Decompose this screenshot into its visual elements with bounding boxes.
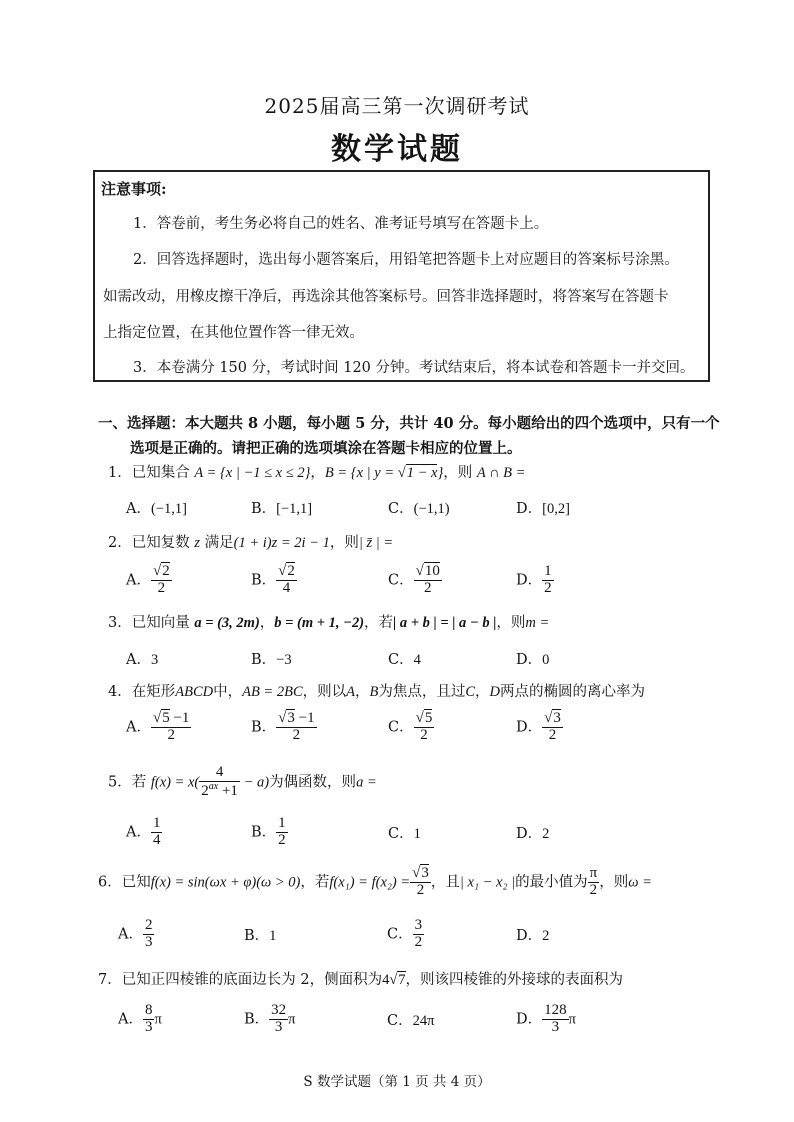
question-number: 7． (98, 972, 122, 988)
question-tail: ，则 (496, 615, 526, 631)
numerator: 10 (424, 563, 440, 579)
fraction (199, 765, 240, 800)
notice-title: 注意事项: (101, 180, 167, 198)
q2-option-d (516, 564, 554, 597)
q2-option-c (388, 564, 442, 597)
q1-option-b (251, 497, 312, 518)
question-7: 7．已知正四棱锥的底面边长为 2，侧面积为4√7，则该四棱锥的外接球的表面积为 (98, 972, 624, 988)
exam-subtitle: 2025届高三第一次调研考试 (264, 94, 530, 118)
function-lhs: f(x) = x( (150, 774, 200, 791)
option-label: A． (126, 824, 151, 841)
q2-option-a (126, 564, 172, 597)
question-text: ， (475, 684, 490, 700)
question-text: ，则以 (302, 684, 347, 700)
fraction (151, 816, 163, 849)
unknown-a: a = (356, 774, 377, 791)
option-label: C． (387, 926, 413, 943)
option-label: B． (244, 1011, 270, 1028)
option-value: 1 (269, 928, 277, 944)
fraction: $\frac{√5}{2}$ (415, 710, 433, 743)
option-label: D． (516, 652, 543, 668)
fraction (413, 918, 425, 951)
q4-option-a (126, 711, 191, 744)
equation: (1 + i)z = 2i − 1 (233, 535, 330, 551)
numerator: 1 (152, 815, 161, 831)
denominator-exponent: ax (208, 780, 219, 792)
abs-difference: | x₁ − x₂ | (459, 874, 516, 891)
vector-b: b = (m + 1, −2) (274, 615, 365, 631)
option-label: B． (251, 501, 277, 517)
option-value: 4 (413, 652, 421, 668)
fraction (542, 564, 554, 597)
question-text: 中， (213, 684, 243, 700)
fraction (276, 816, 288, 849)
function-definition: f(x) = sin(ωx + φ)(ω > 0) (150, 874, 301, 891)
q2-option-b (251, 564, 297, 597)
condition-text: ，若 (364, 615, 394, 631)
q4-option-d (516, 711, 563, 744)
radicand: 3 (421, 865, 429, 881)
fraction: $\frac{√3}{2}$ (412, 865, 429, 898)
question-text: ，若 (300, 874, 330, 891)
question-text: 已知复数 (131, 535, 190, 551)
q3-option-a (126, 648, 158, 669)
q6-option-c (387, 918, 424, 951)
question-text: ，则该四棱锥的外接球的表面积为 (405, 972, 624, 988)
denominator: 2 (414, 933, 423, 950)
q1-option-a (126, 497, 187, 518)
fraction: $\frac{√5 -1}{2}$ (152, 710, 190, 743)
condition-expression: | a + b | = | a − b | (393, 615, 497, 631)
area-coefficient: 4 (382, 972, 390, 988)
section-heading-line-2: 选项是正确的。请把正确的选项填涂在答题卡相应的位置上。 (130, 440, 522, 457)
unknown-m: m = (525, 615, 550, 631)
option-value: (−1,1] (150, 501, 187, 517)
numerator: 2 (162, 563, 170, 579)
pi-symbol: π (288, 1011, 296, 1028)
question-number: 4． (108, 684, 132, 700)
section-heading-line-1: 一、选择题：本大题共 8 小题，每小题 5 分，共计 40 分。每小题给出的四个选项中，只有一个 (98, 415, 720, 432)
question-5 (108, 765, 377, 800)
denominator-tail: +1 (218, 782, 238, 799)
unknown-omega: ω = (628, 874, 652, 891)
option-value: [0,2] (542, 501, 570, 517)
q5-option-a (126, 816, 162, 849)
notice-box (93, 170, 710, 382)
option-label: A． (118, 1011, 143, 1028)
radicand: 3 (287, 710, 295, 726)
q6-option-d (516, 924, 549, 945)
fraction (542, 1003, 569, 1036)
option-value: 2 (542, 928, 550, 944)
question-number: 1． (108, 465, 132, 481)
option-value: 2 (542, 826, 550, 842)
denominator: 2 (151, 580, 172, 597)
q3-option-d (516, 648, 549, 669)
q1-option-d (516, 497, 570, 518)
denominator: 4 (276, 580, 297, 597)
condition-expression: f(x₁) = f(x₂) = (329, 874, 411, 891)
q3-option-c (388, 648, 421, 669)
option-label: A． (126, 652, 151, 668)
sqrt-symbol: √ (397, 465, 406, 481)
fraction: $\frac{√3}{2}$ (544, 710, 561, 743)
question-text: 两点的椭圆的离心率为 (500, 684, 645, 700)
option-label: C． (388, 572, 414, 589)
denominator-base: 2 (201, 782, 209, 799)
q5-option-d (516, 822, 549, 843)
question-number: 5． (108, 774, 132, 791)
question-tail: ，则 (329, 535, 359, 551)
question-2 (108, 531, 393, 552)
option-label: D． (516, 928, 543, 944)
option-value: 0 (542, 652, 550, 668)
q3-option-b (251, 648, 292, 669)
area-radicand: 7 (398, 972, 406, 988)
question-text: ，则 (599, 874, 629, 891)
fraction (143, 918, 155, 951)
denominator: 2 (278, 831, 286, 848)
numerator: 2 (287, 563, 295, 579)
numerator: 1 (544, 563, 552, 579)
denominator: 3 (542, 1019, 569, 1036)
notice-item-2-line-1: 2．回答选择题时，选出每小题答案后，用铅笔把答题卡上对应题目的答案标号涂黑。 (133, 252, 679, 268)
option-value: −3 (276, 652, 292, 668)
exam-title: 数学试题 (331, 132, 463, 167)
denominator: 2 (410, 882, 431, 899)
option-value: (−1,1) (413, 501, 450, 517)
question-text: 为焦点，且过 (378, 684, 466, 700)
notice-item-3: 3．本卷满分 150 分，考试时间 120 分钟。考试结束后，将本试卷和答题卡一并交回。 (133, 360, 695, 376)
question-text: 若 (131, 774, 147, 791)
numerator: 2 (144, 917, 153, 933)
fraction (143, 1003, 155, 1036)
numerator: 4 (215, 764, 224, 780)
fraction: $\frac{√2}{4}$ (278, 563, 295, 596)
question-text: 已知向量 (131, 615, 190, 631)
q6-option-b (244, 924, 276, 945)
notice-item-2-line-2: 如需改动，用橡皮擦干净后，再选涂其他答案标号。回答非选择题时，将答案写在答题卡 (103, 289, 669, 305)
question-1: 1．已知集合 A = {x | −1 ≤ x ≤ 2}，B = {x | y = √1 − x}，则 A ∩ B = (108, 465, 526, 481)
notice-item-1: 1．答卷前，考生务必将自己的姓名、准考证号填写在答题卡上。 (133, 216, 549, 232)
option-label: B． (251, 572, 277, 589)
q7-option-b (244, 1003, 295, 1036)
pi-symbol: π (154, 1011, 162, 1028)
q4-option-b (251, 711, 317, 744)
q5-option-b (251, 816, 288, 849)
question-text: 在矩形 (131, 684, 176, 700)
radicand: 5 (162, 710, 170, 726)
option-label: C． (388, 719, 414, 736)
fraction: $\frac{√3 -1}{2}$ (278, 710, 315, 743)
option-label: D． (516, 1011, 543, 1028)
q4-option-c (388, 711, 434, 744)
denominator: 3 (144, 933, 153, 950)
question-text: ，且 (430, 874, 460, 891)
question-text: 的最小值为 (515, 874, 588, 891)
option-value: 24π (412, 1013, 435, 1029)
option-label: A． (118, 926, 143, 943)
option-label: A． (126, 719, 151, 736)
fraction (588, 866, 600, 899)
q6-option-a (118, 918, 154, 951)
option-label: D． (516, 572, 543, 589)
denominator: 3 (269, 1019, 288, 1036)
option-label: C． (388, 652, 414, 668)
option-label: D． (516, 826, 543, 842)
denominator: 4 (152, 831, 161, 848)
numerator: 8 (144, 1002, 153, 1018)
numerator: 32 (271, 1002, 287, 1018)
radicand: 3 (553, 710, 561, 726)
option-label: D． (516, 719, 543, 736)
denominator: 2 (544, 579, 552, 596)
q5-option-c (388, 822, 421, 843)
option-label: C． (388, 501, 414, 517)
q7-option-c (387, 1009, 434, 1030)
denominator: 3 (144, 1018, 153, 1035)
option-label: A． (126, 572, 151, 589)
option-label: B． (251, 824, 277, 841)
page-footer: S 数学试题（第 1 页 共 4 页） (303, 1074, 491, 1090)
notice-item-2-line-3: 上指定位置，在其他位置作答一律无效。 (103, 325, 364, 341)
option-label: B． (251, 652, 277, 668)
fraction (269, 1003, 288, 1036)
question-text: ， (354, 684, 370, 700)
option-value: [−1,1] (276, 501, 313, 517)
numerator-rest: −1 (169, 710, 190, 726)
set-b-radicand: 1 − x (406, 465, 438, 481)
denominator: 2 (542, 727, 563, 744)
fraction: $\frac{√10}{2}$ (415, 563, 440, 596)
option-label: B． (251, 719, 277, 736)
math-a: A (346, 684, 355, 700)
pi-symbol: π (568, 1011, 576, 1028)
math-abcd: ABCD (175, 684, 214, 700)
denominator: 2 (276, 727, 316, 744)
denominator: 2 (414, 580, 442, 597)
option-value: 3 (150, 652, 159, 668)
q7-option-a (118, 1003, 162, 1036)
denominator: 2 (151, 727, 191, 744)
option-label: B． (244, 928, 270, 944)
numerator-rest: −1 (294, 710, 315, 726)
set-b-prefix: B = {x | y = (324, 465, 398, 481)
question-text: 为偶函数，则 (269, 774, 357, 791)
denominator: 2 (588, 882, 600, 899)
set-b-suffix: } (437, 465, 444, 481)
numerator: 3 (414, 917, 423, 933)
radicand: 5 (424, 710, 433, 726)
numerator: 1 (278, 815, 286, 831)
math-d: D (489, 684, 500, 700)
fraction: $\frac{√2}{2}$ (152, 563, 170, 596)
question-text: 已知集合 (131, 465, 190, 481)
numerator: 128 (544, 1002, 567, 1018)
conjugate-modulus: | z̄ | = (358, 535, 394, 551)
question-number: 6． (98, 874, 122, 891)
variable-z: z (194, 535, 200, 551)
option-label: A． (126, 501, 151, 517)
q1-option-c (388, 497, 450, 518)
math-b: B (369, 684, 379, 700)
question-number: 3． (108, 615, 132, 631)
numerator: π (589, 865, 598, 881)
question-tail: ，则 (443, 465, 473, 481)
intersection-expression: A ∩ B = (476, 465, 526, 481)
question-text: 已知 (121, 874, 151, 891)
question-4 (108, 680, 645, 701)
function-rhs: − a) (239, 774, 270, 791)
question-number: 2． (108, 535, 132, 551)
option-label: C． (388, 826, 414, 842)
option-label: D． (516, 501, 543, 517)
option-label: C． (387, 1013, 413, 1029)
question-text-mid: 满足 (204, 535, 234, 551)
question-text: 已知正四棱锥的底面边长为 2，侧面积为 (121, 972, 383, 988)
question-6 (98, 866, 652, 899)
option-value: 1 (413, 826, 421, 842)
math-ab-2bc: AB = 2BC (242, 684, 303, 700)
vector-a: a = (3, 2m) (194, 615, 260, 631)
set-a-expression: A = {x | −1 ≤ x ≤ 2} (194, 465, 311, 481)
q7-option-d (516, 1003, 576, 1036)
question-3: 3．已知向量 a = (3, 2m)，b = (m + 1, −2)，若| a + b | = | a − b |，则m = (108, 615, 550, 631)
denominator: 2 (414, 727, 435, 744)
math-c: C (465, 684, 476, 700)
